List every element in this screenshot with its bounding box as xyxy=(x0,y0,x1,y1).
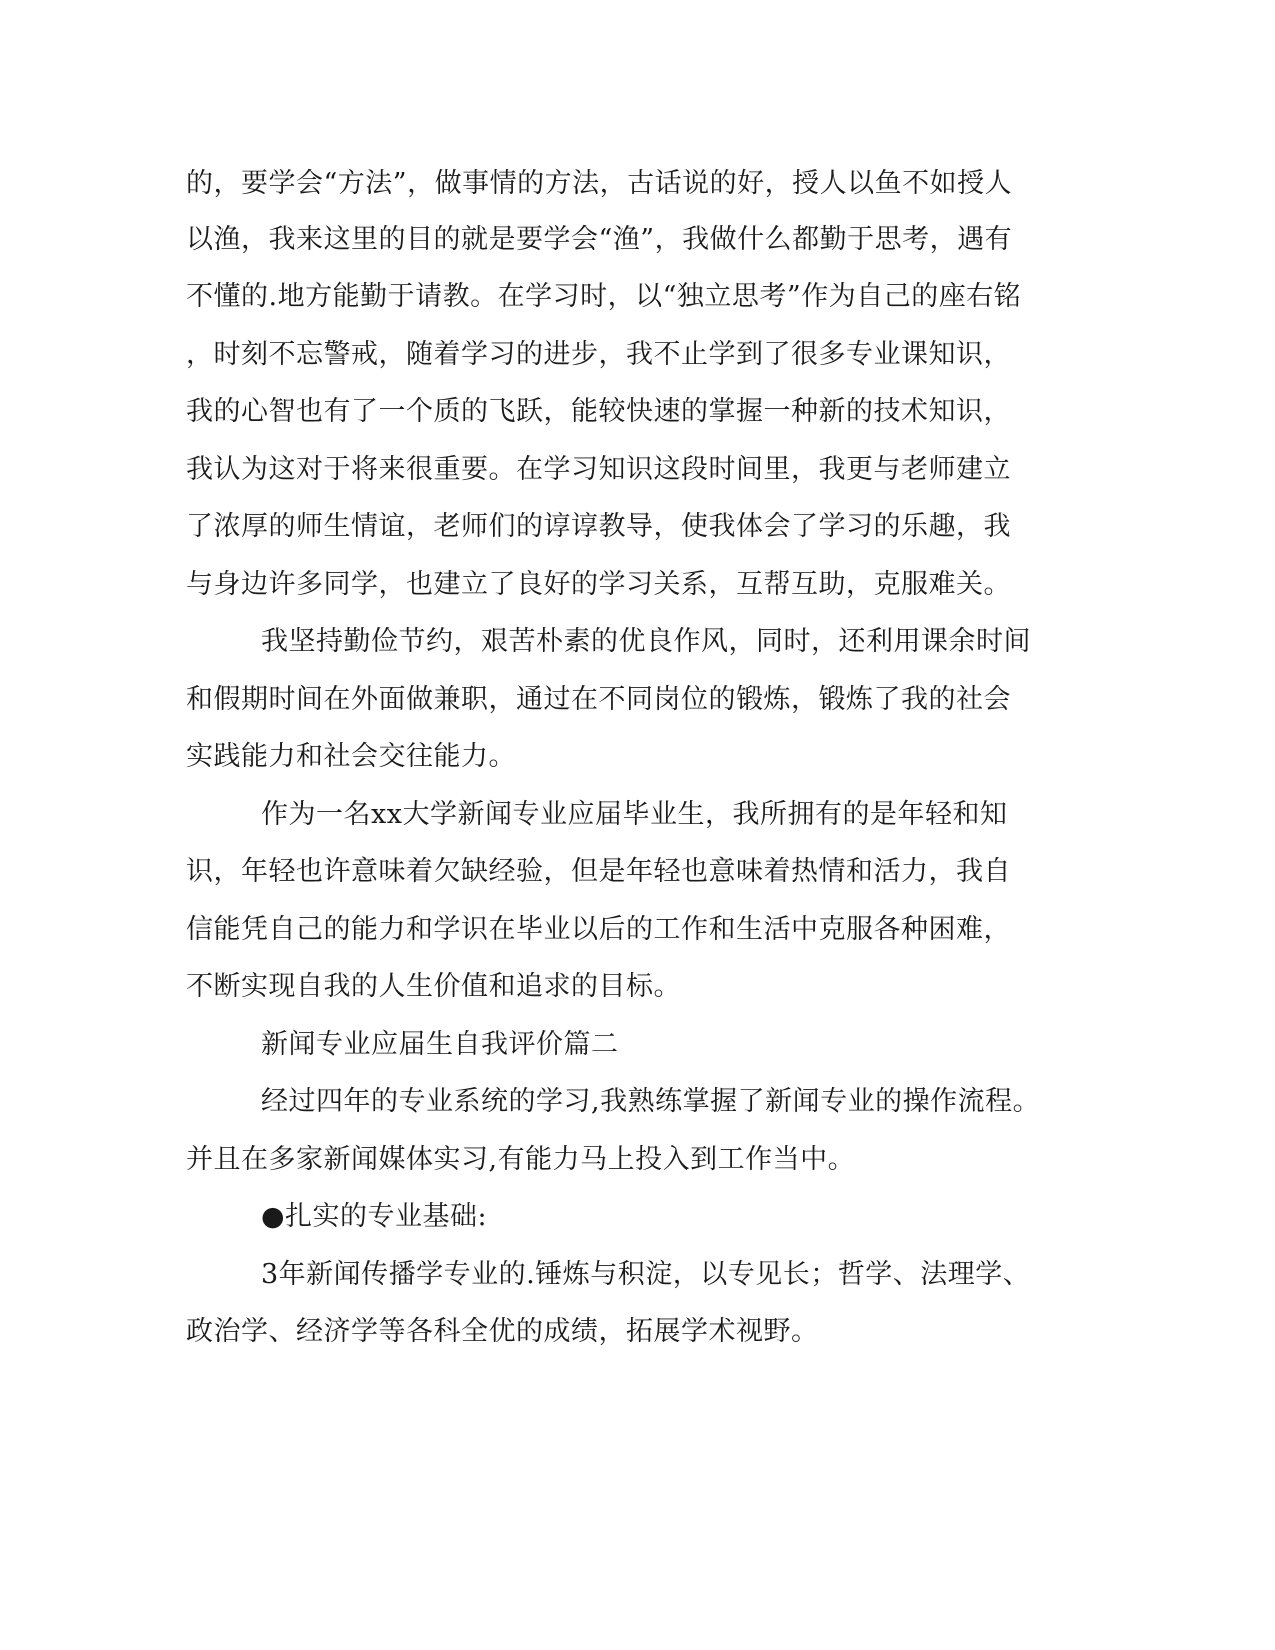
bullet-heading: ●扎实的专业基础: xyxy=(261,1201,488,1232)
text-line: 和假期时间在外面做兼职，通过在不同岗位的锻炼，锻炼了我的社会 xyxy=(186,684,1011,715)
text-line: 不断实现自我的人生价值和追求的目标。 xyxy=(186,971,681,1002)
text-line: 政治学、经济学等各科全优的成绩，拓展学术视野。 xyxy=(186,1316,819,1347)
text-line: 的，要学会“方法”，做事情的方法，古话说的好，授人以鱼不如授人 xyxy=(186,168,1013,199)
paragraph-start-line: 3年新闻传播学专业的.锤炼与积淀，以专见长；哲学、法理学、 xyxy=(261,1259,1031,1290)
paragraph-start-line: 我坚持勤俭节约，艰苦朴素的优良作风，同时，还利用课余时间 xyxy=(261,626,1031,657)
text-line: 与身边许多同学，也建立了良好的学习关系，互帮互助，克服难关。 xyxy=(186,569,1011,600)
text-line: 以渔，我来这里的目的就是要学会“渔”，我做什么都勤于思考，遇有 xyxy=(186,224,1013,255)
text-line: 不懂的.地方能勤于请教。在学习时，以“独立思考”作为自己的座右铭 xyxy=(186,281,1022,312)
paragraph-start-line: 经过四年的专业系统的学习,我熟练掌握了新闻专业的操作流程。 xyxy=(261,1086,1041,1117)
text-line: 信能凭自己的能力和学识在毕业以后的工作和生活中克服各种困难， xyxy=(186,914,1011,945)
text-line: 实践能力和社会交往能力。 xyxy=(186,741,516,772)
text-line: 并且在多家新闻媒体实习,有能力马上投入到工作当中。 xyxy=(186,1144,856,1175)
text-line: 我认为这对于将来很重要。在学习知识这段时间里，我更与老师建立 xyxy=(186,454,1011,485)
text-line: 识，年轻也许意味着欠缺经验，但是年轻也意味着热情和活力，我自 xyxy=(186,856,1011,887)
section-heading: 新闻专业应届生自我评价篇二 xyxy=(261,1029,619,1060)
text-line: 我的心智也有了一个质的飞跃，能较快速的掌握一种新的技术知识， xyxy=(186,396,1011,427)
paragraph-start-line: 作为一名xx大学新闻专业应届毕业生，我所拥有的是年轻和知 xyxy=(261,799,1008,830)
text-line: 了浓厚的师生情谊，老师们的谆谆教导，使我体会了学习的乐趣，我 xyxy=(186,511,1011,542)
text-line: ，时刻不忘警戒，随着学习的进步，我不止学到了很多专业课知识， xyxy=(186,339,1011,370)
